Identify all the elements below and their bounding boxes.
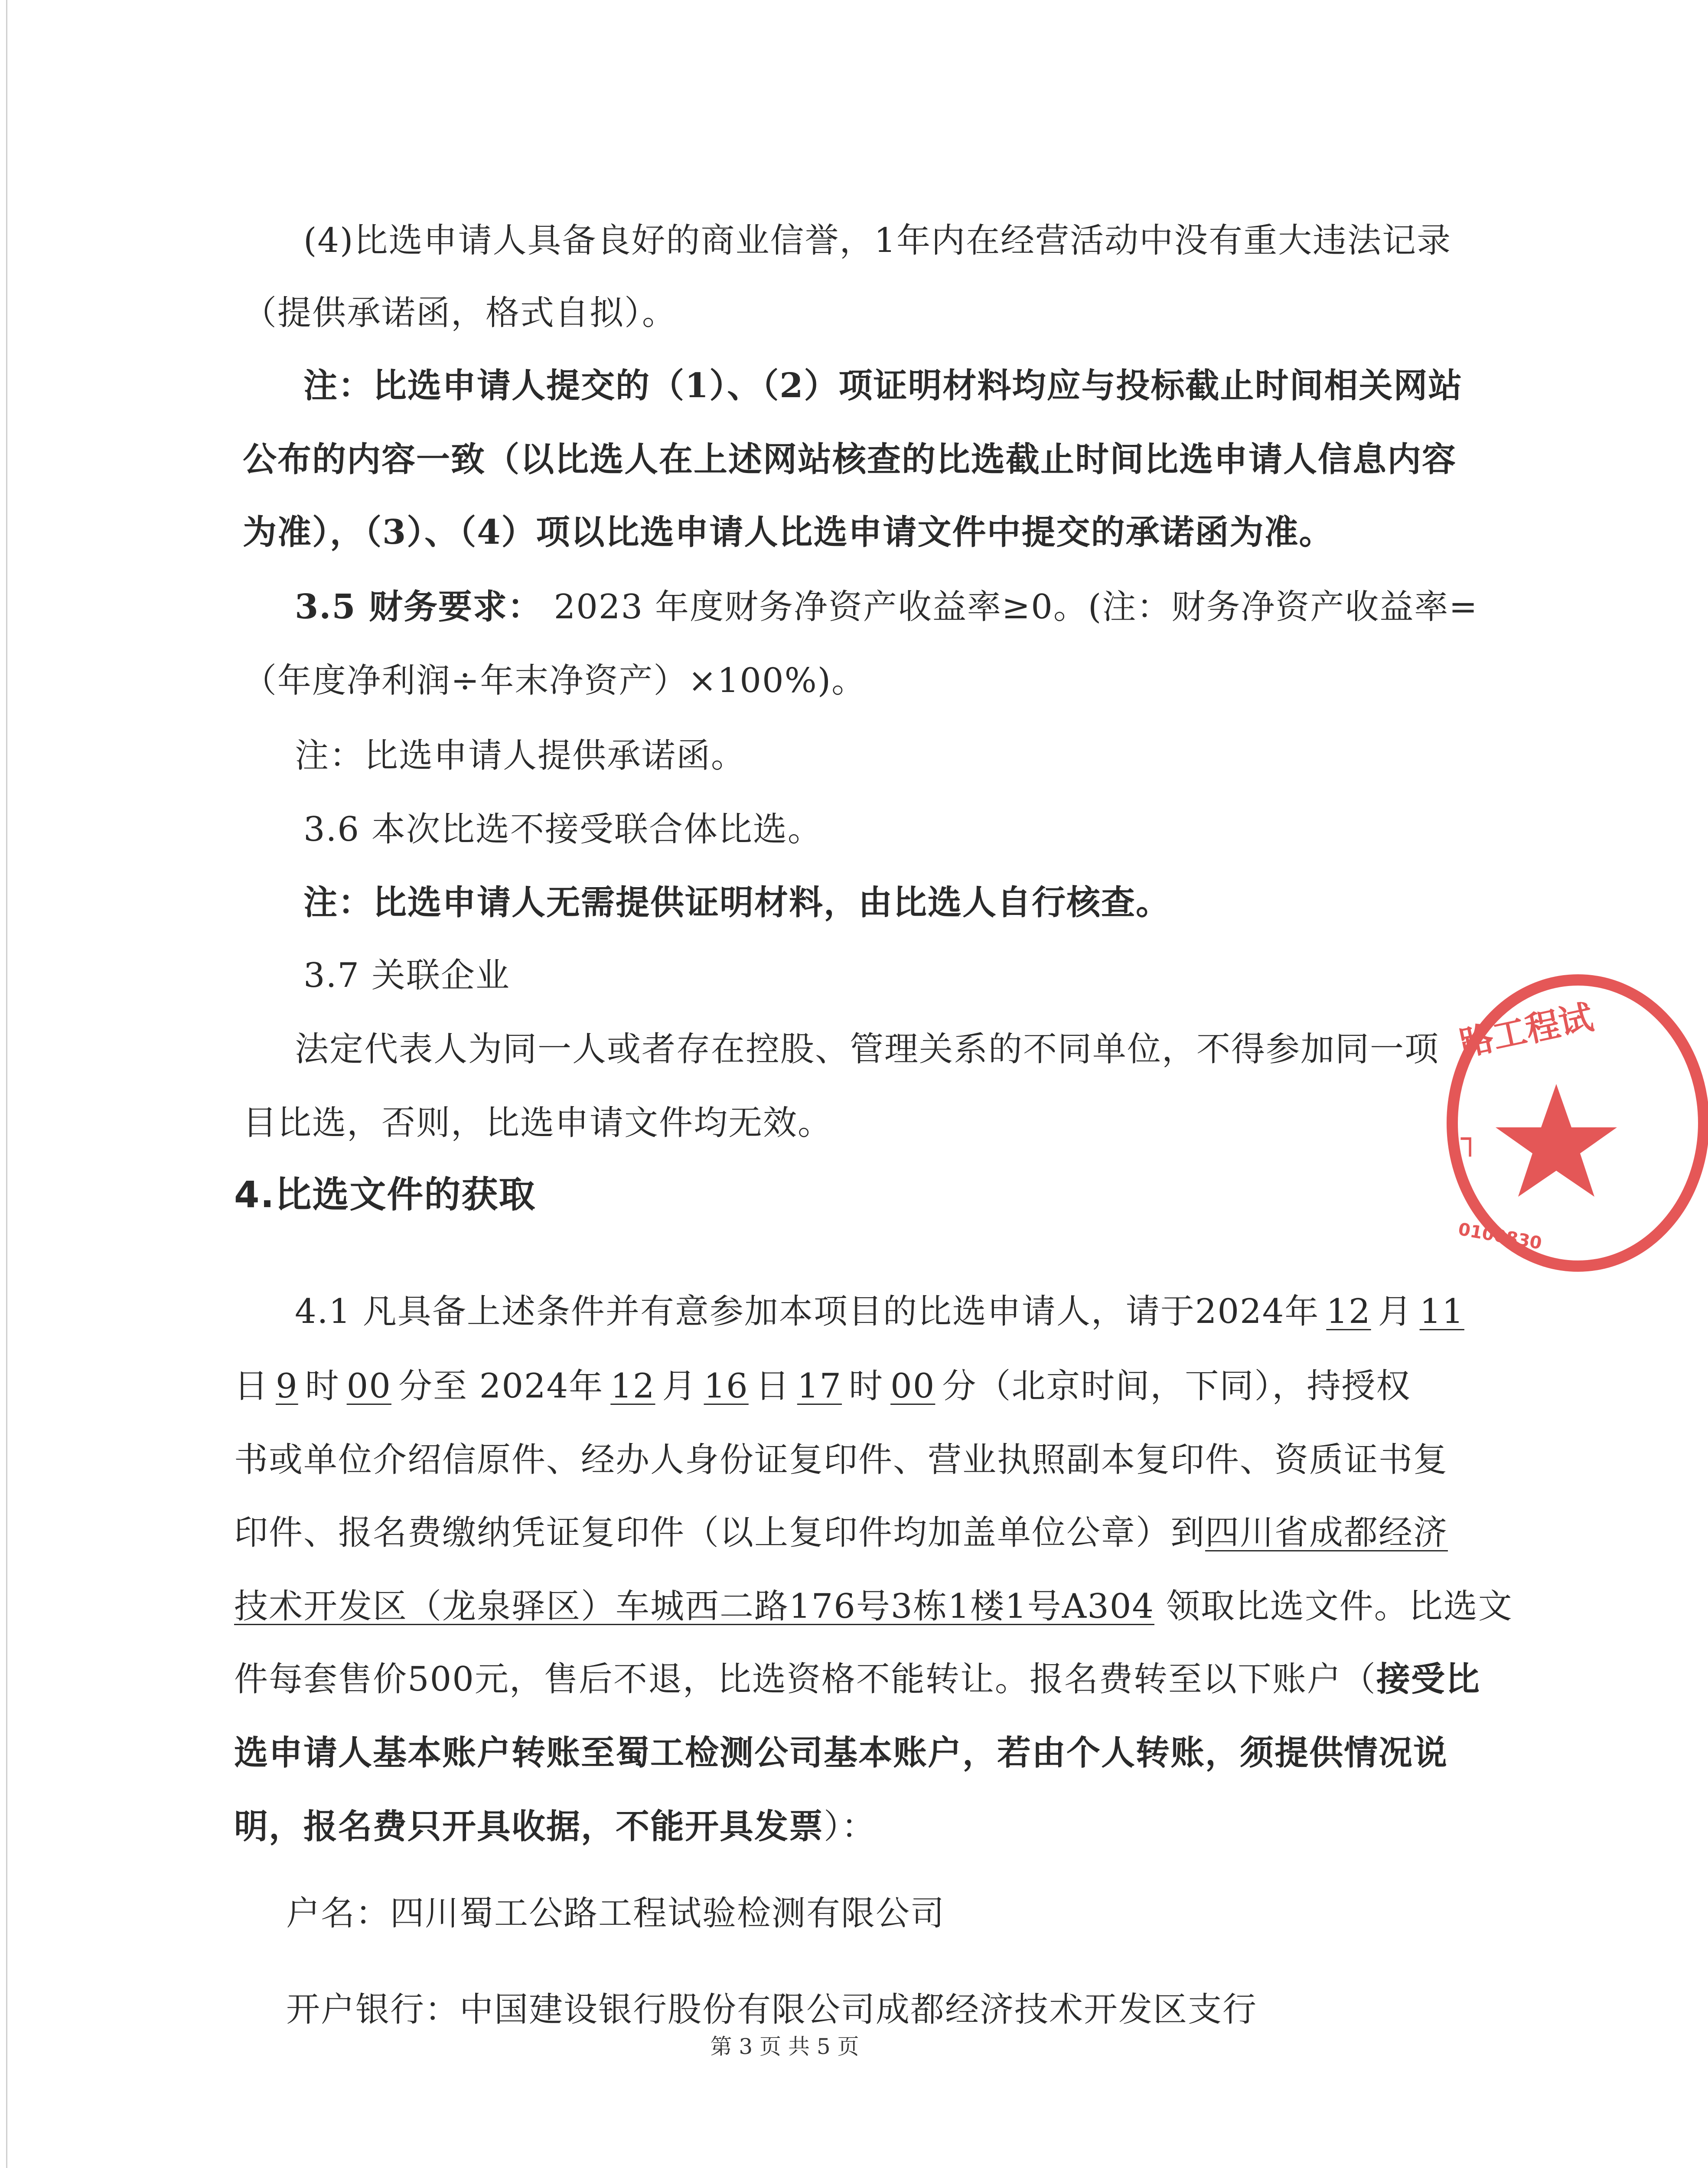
s41-hour-2: 17 (797, 1367, 842, 1406)
section-4-1-line3: 书或单位介绍信原件、经办人身份证复印件、营业执照副本复印件、资质证书复 (234, 1440, 1448, 1479)
s41-minute-2: 00 (890, 1367, 935, 1406)
account-name: 户名：四川蜀工公路工程试验检测有限公司 (286, 1894, 945, 1933)
s41-hour-1: 9 (276, 1367, 298, 1406)
s41-l8-bold: 明，报名费只开具收据，不能开具发票 (234, 1807, 824, 1846)
s41-mid: 分至 2024年 (398, 1367, 604, 1406)
section-3-7-line2: 目比选，否则，比选申请文件均无效。 (243, 1104, 833, 1143)
section-4-1-line5 (234, 1583, 1513, 1630)
section-3-5-label: 3.5 财务要求： (295, 587, 542, 627)
s41-day-2: 16 (704, 1367, 749, 1406)
section-4-1-line4 (234, 1509, 1448, 1557)
section-4-1-line8 (234, 1803, 876, 1851)
s41-minute-1: 00 (346, 1367, 391, 1406)
section-4-1-line6 (234, 1655, 1480, 1703)
heading-4: 4.比选文件的获取 (234, 1173, 536, 1216)
s41-address-2: 技术开发区（龙泉驿区）车城西二路176号3栋1楼1号A304 (234, 1587, 1154, 1626)
section-4-1-line1 (295, 1288, 1471, 1335)
section-3-6: 3.6 本次比选不接受联合体比选。 (303, 810, 822, 849)
company-seal (1448, 967, 1708, 1279)
para-4-line2: （提供承诺函，格式自拟）。 (243, 294, 677, 333)
s41-address-1: 四川省成都经济 (1205, 1513, 1448, 1552)
section-4-1-line2 (234, 1362, 1411, 1410)
s41-shi-1: 时 (305, 1367, 340, 1406)
note1-line3: 为准），（3）、（4）项以比选申请人比选申请文件中提交的承诺函为准。 (243, 513, 1334, 552)
s41-month-2: 12 (610, 1367, 655, 1406)
s41-yue-2: 月 (662, 1367, 697, 1406)
s41-ri-1: 日 (234, 1367, 269, 1406)
s41-l8-post: ）： (824, 1807, 877, 1846)
para-4-line1: (4)比选申请人具备良好的商业信誉，1年内在经营活动中没有重大违法记录 (303, 221, 1452, 260)
s41-day-1: 11 (1419, 1292, 1464, 1331)
s41-l5-post: 领取比选文件。比选文 (1154, 1587, 1513, 1626)
s41-l6-pre: 件每套售价500元，售后不退，比选资格不能转让。报名费转至以下账户（ (234, 1660, 1376, 1699)
section-3-5-line2: （年度净利润÷年末净资产）×100%)。 (243, 661, 867, 700)
section-3-7-line1: 法定代表人为同一人或者存在控股、管理关系的不同单位，不得参加同一项 (295, 1030, 1440, 1069)
note3: 注：比选申请人无需提供证明材料，由比选人自行核查。 (303, 883, 1171, 922)
seal-left-mark: ┐ (1461, 1121, 1480, 1156)
s41-shi-2: 时 (849, 1367, 884, 1406)
s41-ri-2: 日 (755, 1367, 790, 1406)
s41-l4-pre: 印件、报名费缴纳凭证复印件（以上复印件均加盖单位公章）到 (234, 1513, 1206, 1552)
section-3-5-line1 (295, 583, 1478, 631)
section-4-1-line7: 选申请人基本账户转账至蜀工检测公司基本账户，若由个人转账，须提供情况说 (234, 1733, 1448, 1773)
note2: 注：比选申请人提供承诺函。 (295, 736, 746, 775)
seal-bottom-text: 0100830 (1457, 1219, 1544, 1254)
note1-line1: 注：比选申请人提交的（1）、（2）项证明材料均应与投标截止时间相关网站 (303, 366, 1463, 405)
s41-yue-1: 月 (1378, 1292, 1413, 1331)
section-3-5-text: 2023 年度财务净资产收益率≥0。(注：财务净资产收益率= (542, 588, 1478, 627)
s41-l6-bold: 接受比 (1376, 1659, 1480, 1699)
s41-prefix: 4.1 凡具备上述条件并有意参加本项目的比选申请人，请于2024年 (295, 1292, 1320, 1331)
seal-star-icon (1496, 1084, 1617, 1197)
seal-top-text: 路工程试 (1456, 998, 1597, 1064)
page-footer: 第 3 页 共 5 页 (710, 2034, 859, 2059)
s41-month-1: 12 (1326, 1292, 1371, 1331)
note1-line2: 公布的内容一致（以比选人在上述网站核查的比选截止时间比选申请人信息内容 (243, 440, 1457, 479)
section-3-7-title: 3.7 关联企业 (303, 956, 510, 995)
s41-after: 分（北京时间，下同），持授权 (942, 1367, 1411, 1406)
bank-name: 开户银行：中国建设银行股份有限公司成都经济技术开发区支行 (286, 1990, 1258, 2029)
